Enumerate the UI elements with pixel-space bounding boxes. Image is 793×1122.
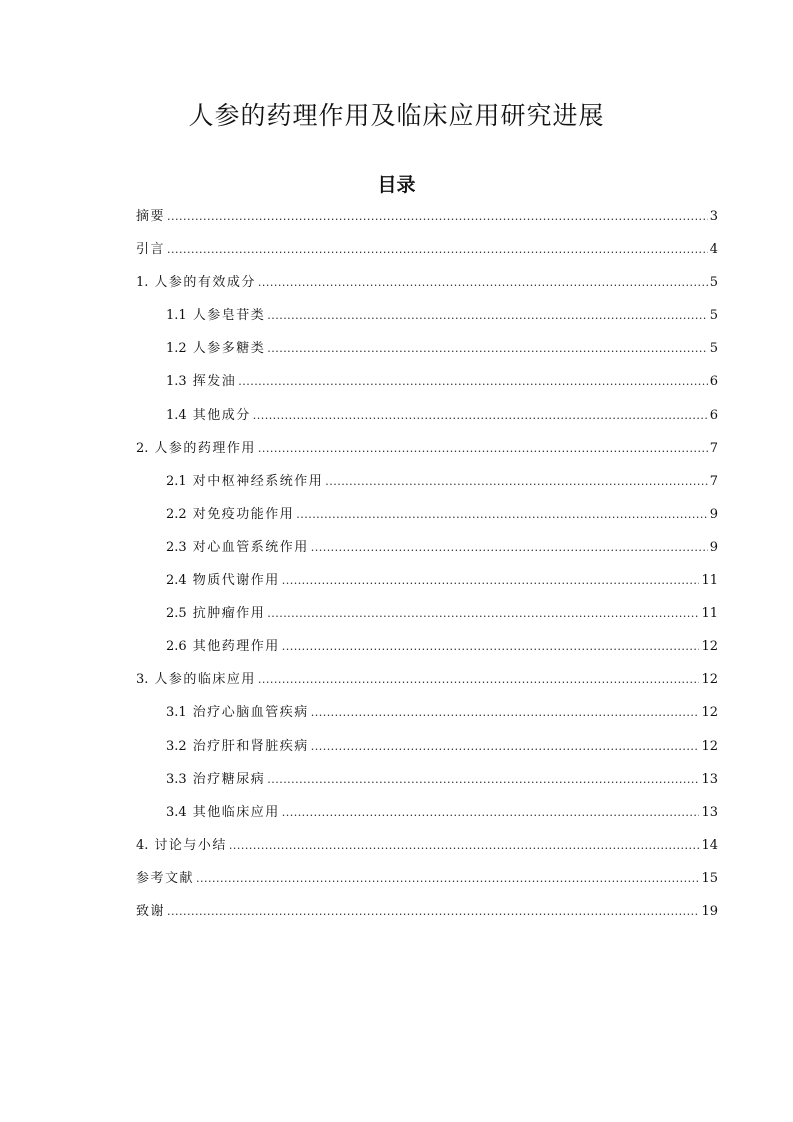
toc-entry-number: 2.4	[166, 573, 187, 589]
toc-entry-number: 3.1	[166, 705, 187, 721]
toc-entry-number: 1.1	[166, 308, 187, 324]
toc-entry-page-number: 5	[709, 308, 718, 324]
toc-entry[interactable]	[136, 206, 718, 239]
dot-leader	[311, 702, 700, 724]
toc-entry-page-number: 5	[709, 275, 718, 291]
dot-leader	[229, 835, 700, 857]
toc-entry-page-number: 13	[701, 804, 718, 820]
toc-entry[interactable]	[136, 702, 718, 735]
toc-entry-number: 3.2	[166, 738, 187, 754]
dot-leader	[282, 802, 700, 824]
toc-entry-label: 其他成分	[192, 407, 251, 423]
toc-entry[interactable]	[136, 239, 718, 272]
toc-entry-page-number: 14	[701, 837, 718, 853]
dot-leader	[167, 239, 708, 261]
toc-entry-label: 对免疫功能作用	[192, 506, 295, 522]
toc-entry[interactable]	[136, 405, 718, 438]
dot-leader	[282, 570, 700, 592]
toc-entry[interactable]	[136, 537, 718, 570]
toc-entry-label: 参考文献	[136, 870, 195, 886]
toc-entry-label: 讨论与小结	[154, 837, 227, 853]
toc-entry-label: 其他药理作用	[192, 639, 280, 655]
toc-entry[interactable]	[136, 338, 718, 371]
toc-entry-label: 治疗肝和肾脏疾病	[192, 738, 309, 754]
toc-entry-label: 致谢	[136, 903, 166, 919]
toc-entry-page-number: 19	[701, 903, 718, 919]
toc-entry[interactable]	[136, 305, 718, 338]
toc-entry-page-number: 5	[709, 341, 718, 357]
toc-entry[interactable]	[136, 471, 718, 504]
toc-entry[interactable]	[136, 802, 718, 835]
toc-entry-label: 引言	[136, 242, 166, 258]
toc-entry[interactable]	[136, 272, 718, 305]
toc-entry-label: 治疗心脑血管疾病	[192, 705, 309, 721]
toc-heading: 目录	[377, 174, 416, 196]
toc-entry-label: 人参的药理作用	[154, 440, 256, 456]
dot-leader	[267, 769, 699, 791]
document-title: 人参的药理作用及临床应用研究进展	[188, 101, 605, 130]
toc-entry-page-number: 7	[709, 473, 718, 489]
toc-entry-number: 1.2	[166, 341, 187, 357]
toc-entry[interactable]	[136, 438, 718, 471]
toc-entry[interactable]	[136, 736, 718, 769]
toc-entry-number: 2.1	[166, 473, 187, 489]
table-of-contents	[136, 206, 718, 934]
toc-entry-page-number: 12	[701, 738, 718, 754]
toc-entry-page-number: 11	[701, 573, 718, 589]
toc-entry-page-number: 7	[709, 440, 718, 456]
toc-entry-label: 物质代谢作用	[192, 573, 280, 589]
toc-entry-number: 2.	[136, 440, 149, 456]
toc-entry-page-number: 11	[701, 606, 718, 622]
toc-entry-label: 人参的有效成分	[154, 275, 256, 291]
toc-entry[interactable]	[136, 603, 718, 636]
toc-entry-number: 4.	[136, 837, 149, 853]
toc-entry-label: 人参皂苷类	[192, 308, 266, 324]
toc-entry[interactable]	[136, 868, 718, 901]
toc-entry-number: 2.3	[166, 539, 187, 555]
dot-leader	[167, 901, 699, 923]
toc-entry[interactable]	[136, 504, 718, 537]
dot-leader	[267, 603, 699, 625]
toc-entry-label: 抗肿瘤作用	[192, 606, 266, 622]
dot-leader	[282, 636, 700, 658]
dot-leader	[258, 669, 700, 691]
toc-entry[interactable]	[136, 371, 718, 404]
dot-leader	[267, 305, 708, 327]
dot-leader	[311, 736, 700, 758]
toc-entry-number: 1.3	[166, 374, 187, 390]
toc-entry-label: 摘要	[136, 209, 166, 224]
toc-entry-page-number: 4	[709, 242, 718, 258]
toc-entry[interactable]	[136, 769, 718, 802]
toc-entry[interactable]	[136, 835, 718, 868]
dot-leader	[267, 338, 708, 360]
toc-entry-page-number: 3	[709, 209, 718, 224]
toc-entry[interactable]	[136, 669, 718, 702]
dot-leader	[238, 371, 708, 393]
toc-entry-page-number: 6	[709, 374, 718, 390]
toc-entry-label: 对中枢神经系统作用	[192, 473, 324, 489]
dot-leader	[258, 272, 708, 294]
toc-entry-number: 2.6	[166, 639, 187, 655]
toc-entry-number: 3.3	[166, 771, 187, 787]
toc-entry-page-number: 9	[709, 506, 718, 522]
toc-entry[interactable]	[136, 636, 718, 669]
toc-entry-number: 2.5	[166, 606, 187, 622]
toc-entry-number: 1.	[136, 275, 149, 291]
dot-leader	[167, 206, 708, 228]
toc-entry-label: 人参多糖类	[192, 341, 266, 357]
toc-entry-number: 3.4	[166, 804, 187, 820]
toc-entry-number: 3.	[136, 672, 149, 688]
dot-leader	[296, 504, 708, 526]
toc-entry-label: 人参的临床应用	[154, 672, 256, 688]
toc-entry-page-number: 13	[701, 771, 718, 787]
dot-leader	[253, 405, 708, 427]
toc-entry-label: 治疗糖尿病	[192, 771, 266, 787]
dot-leader	[258, 438, 708, 460]
toc-entry-label: 其他临床应用	[192, 804, 280, 820]
toc-entry-page-number: 6	[709, 407, 718, 423]
toc-entry[interactable]	[136, 901, 718, 934]
toc-entry-label: 对心血管系统作用	[192, 539, 309, 555]
toc-entry[interactable]	[136, 570, 718, 603]
toc-entry-page-number: 12	[701, 639, 718, 655]
toc-entry-number: 1.4	[166, 407, 187, 423]
dot-leader	[311, 537, 708, 559]
dot-leader	[325, 471, 708, 493]
toc-entry-label: 挥发油	[192, 374, 237, 390]
toc-entry-number: 2.2	[166, 506, 187, 522]
toc-entry-page-number: 12	[701, 672, 718, 688]
toc-entry-page-number: 9	[709, 539, 718, 555]
dot-leader	[196, 868, 699, 890]
toc-entry-page-number: 15	[701, 870, 718, 886]
toc-entry-page-number: 12	[701, 705, 718, 721]
